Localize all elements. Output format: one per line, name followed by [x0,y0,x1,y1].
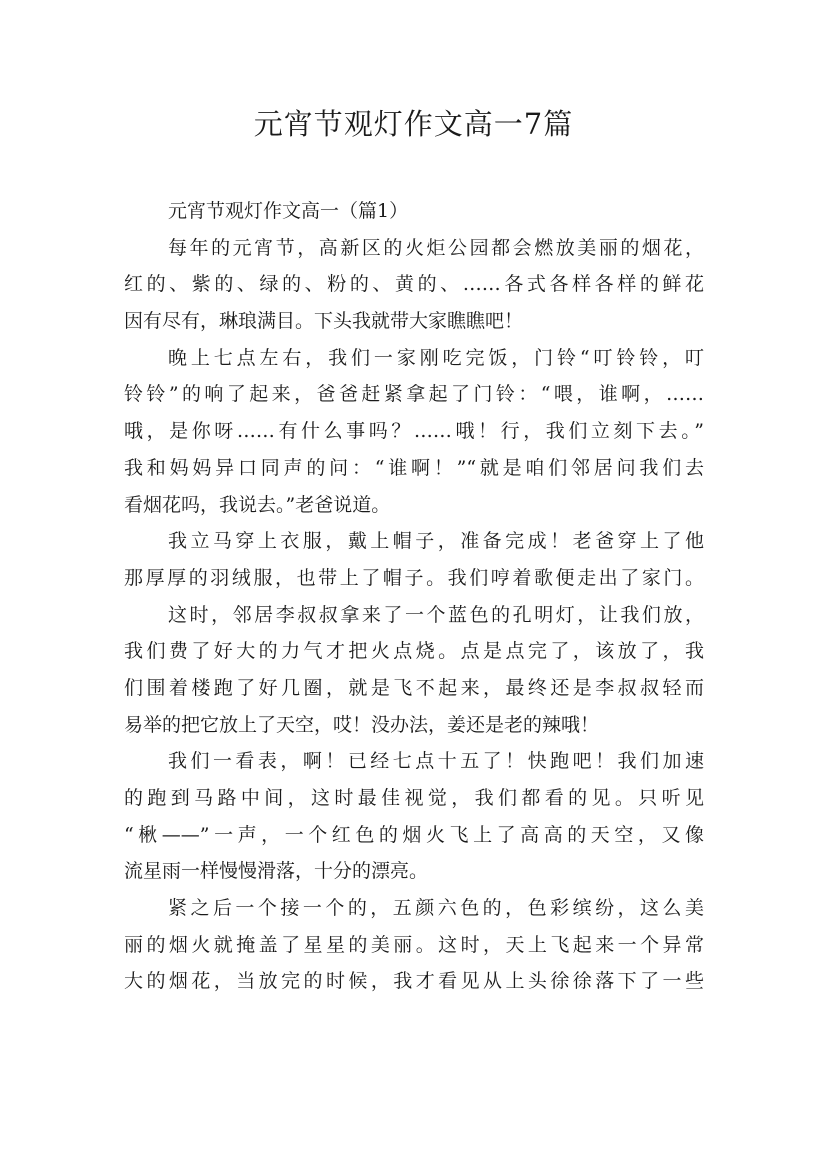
text-line: 每年的元宵节，高新区的火炬公园都会燃放美丽的烟花， [168,236,704,259]
text-line: “楸——”一声，一个红色的烟火飞上了高高的天空，又像 [124,823,704,846]
document-body [124,193,704,1000]
text-line: 哦，是你呀……有什么事吗？……哦！行，我们立刻下去。” [124,420,704,443]
text-line: 的跑到马路中间，这时最佳视觉，我们都看的见。只听见 [124,787,704,809]
text-line: 那厚厚的羽绒服，也带上了帽子。我们哼着歌便走出了家门。 [124,566,704,589]
text-line: 我立马穿上衣服，戴上帽子，准备完成！老爸穿上了他 [168,530,704,553]
text-line: 易举的把它放上了天空，哎！没办法，姜还是老的辣哦！ [124,713,600,736]
text-line: 晚上七点左右，我们一家刚吃完饭，门铃“叮铃铃，叮 [168,346,704,369]
text-line: 我和妈妈异口同声的问：“谁啊！”“就是咱们邻居问我们去 [124,456,704,479]
text-line: 丽的烟火就掩盖了星星的美丽。这时，天上飞起来一个异常 [124,933,704,956]
text-line: 看烟花吗，我说去。”老爸说道。 [124,493,391,516]
text-line: 元宵节观灯作文高一（篇1） [168,200,409,222]
text-line: 紧之后一个接一个的，五颜六色的，色彩缤纷，这么美 [168,897,704,920]
text-line: 我们一看表，啊！已经七点十五了！快跑吧！我们加速 [168,750,704,773]
text-line: 铃铃”的响了起来，爸爸赶紧拿起了门铃：“喂，谁啊，…… [124,383,704,406]
document-title: 元宵节观灯作文高一7篇 [253,107,574,141]
text-line: 红的、紫的、绿的、粉的、黄的、……各式各样各样的鲜花 [124,273,704,296]
text-line: 我们费了好大的力气才把火点烧。点是点完了，该放了，我 [124,640,704,663]
text-line: 们围着楼跑了好几圈，就是飞不起来，最终还是李叔叔轻而 [124,676,704,699]
text-line: 因有尽有，琳琅满目。下头我就带大家瞧瞧吧！ [124,310,524,333]
text-line: 这时，邻居李叔叔拿来了一个蓝色的孔明灯，让我们放， [168,603,704,626]
text-line: 流星雨一样慢慢滑落，十分的漂亮。 [124,860,429,883]
text-line: 大的烟花，当放完的时候，我才看见从上头徐徐落下了一些 [124,970,704,993]
